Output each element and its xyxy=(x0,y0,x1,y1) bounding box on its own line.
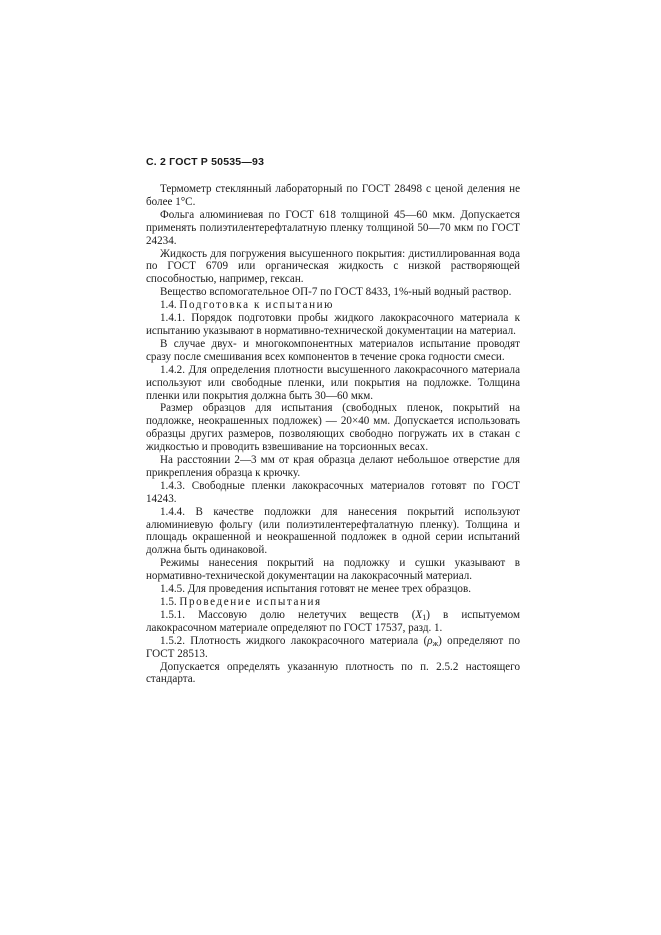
paragraph-liquid: Жидкость для погружения высушенного покрытия: дистиллированная вода по ГОСТ 6709 или органическая жидкость с низкой растворяющей способностью, например, гексан. xyxy=(146,247,520,286)
document-page xyxy=(146,156,520,686)
document-body xyxy=(146,183,520,686)
paragraph-1-4-1-multicomponent: В случае двух- и многокомпонентных материалов испытание проводят сразу после смешивания всех компонентов в течение срока годности смеси. xyxy=(146,337,520,363)
paragraph-1-4-3: 1.4.3. Свободные пленки лакокрасочных материалов готовят по ГОСТ 14243. xyxy=(146,479,520,505)
page-header: С. 2 ГОСТ Р 50535—93 xyxy=(146,156,265,168)
paragraph-1-4-1: 1.4.1. Порядок подготовки пробы жидкого лакокрасочного материала к испытанию указывают в нормативно-технической документации на материал. xyxy=(146,312,520,337)
paragraph-1-5-2: 1.5.2. Плотность жидкого лакокрасочного материала $(\rho_ж)$ определяют по ГОСТ 28513. xyxy=(146,634,520,660)
paragraph-1-5-1: 1.5.1. Массовую долю нелетучих веществ $(X_1)$ в испытуемом лакокрасочном материале определяют по ГОСТ 17537, разд. 1. xyxy=(146,608,521,634)
paragraph-foil: Фольга алюминиевая по ГОСТ 618 толщиной 45—60 мкм. Допускается применять полиэтилентерефталатную пленку толщиной 50—70 мкм по ГОСТ 24234. xyxy=(146,208,520,247)
paragraph-1-4-2: 1.4.2. Для определения плотности высушенного лакокрасочного материала используют или свободные пленки, или покрытия на подложке. Толщина пленки или покрытия должна быть 30—60 мкм. xyxy=(146,363,520,402)
paragraph-1-4-5: 1.4.5. Для проведения испытания готовят не менее трех образцов. xyxy=(160,583,471,596)
section-heading-1-4 xyxy=(146,299,520,312)
section-number: 1.4. xyxy=(160,299,177,312)
paragraph-thermometer: Термометр стеклянный лабораторный по ГОСТ 28498 с ценой деления не более 1°С. xyxy=(146,183,520,208)
subscript: 1 xyxy=(422,612,427,622)
paragraph-1-4-2-sample-size: Размер образцов для испытания (свободных пленок, покрытий на подложке, неокрашенных подложек) — 20×40 мм. Допускается использовать образцы других размеров, позволяющих свободно погружать их в стакан с жидкостью и проводить взвешивание на торсионных весах. xyxy=(146,402,520,454)
paragraph-auxiliary-substance: Вещество вспомогательное ОП-7 по ГОСТ 8433, 1%-ный водный раствор. xyxy=(160,286,512,299)
paragraph-1-4-4: 1.4.4. В качестве подложки для нанесения покрытий используют алюминиевую фольгу (или полиэтилентерефталатную пленку). Толщина и площадь окрашенной и неокрашенной подложек в одной серии испытаний должна быть одинаковой. xyxy=(146,505,520,557)
variable-x: X xyxy=(415,608,423,621)
section-number: 1.5. xyxy=(160,596,177,608)
section-title: Подготовка к испытанию xyxy=(179,299,335,312)
paragraph-1-5-2-allowed: Допускается определять указанную плотность по п. 2.5.2 настоящего стандарта. xyxy=(146,660,520,686)
section-heading-1-5 xyxy=(146,596,520,609)
section-title: Проведение испытания xyxy=(179,596,322,608)
paragraph-1-4-4-modes: Режимы нанесения покрытий на подложку и сушки указывают в нормативно-технической документации на лакокрасочный материал. xyxy=(146,557,520,583)
subscript: ж xyxy=(432,638,439,648)
variable-rho: ρ xyxy=(427,634,433,647)
paragraph-1-4-2-hole: На расстоянии 2—3 мм от края образца делают небольшое отверстие для прикрепления образца к крючку. xyxy=(146,454,520,479)
